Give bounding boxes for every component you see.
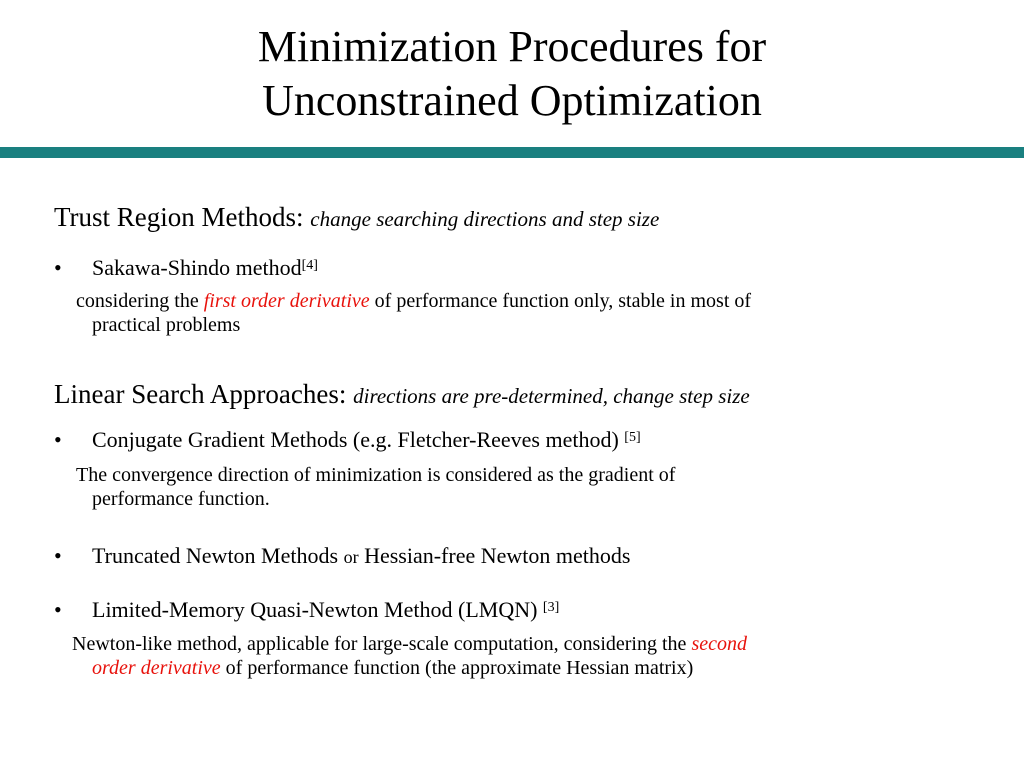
section-heading: Trust Region Methods: [54,202,304,232]
reference-marker: [4] [301,258,318,273]
section-note: directions are pre-determined, change step size [353,384,750,408]
bullet-glyph: • [54,597,62,622]
section-linear-search [54,378,750,412]
bullet-description: considering the first order derivative of performance function only, stable in most of practical problems [76,290,752,336]
reference-marker: [3] [542,600,560,615]
emphasis-text: first order derivative [203,290,370,312]
bullet-text: Truncated Newton Methods or Hessian-free Newton methods [92,543,631,568]
emphasis-text: second [691,633,747,655]
bullet-glyph: • [54,255,62,280]
bullet-glyph: • [54,543,62,568]
emphasis-text: order derivative [92,657,221,679]
bullet-text: Sakawa-Shindo method[4] [92,255,318,280]
bullet-description: The convergence direction of minimization is considered as the gradient of performance function. [76,464,676,510]
slide-title-line-1: Minimization Procedures for [257,22,767,71]
section-heading: Linear Search Approaches: [54,379,347,409]
section-note: change searching directions and step size [310,207,660,231]
bullet-text: Conjugate Gradient Methods (e.g. Fletcher-Reeves method) [5] [92,427,641,452]
title-divider [0,147,1024,158]
bullet-description: Newton-like method, applicable for large-scale computation, considering the second order derivative of performance function (the approximate Hessian matrix) [72,633,747,679]
slide-title [0,20,1024,128]
bullet-glyph: • [54,427,62,452]
reference-marker: [5] [624,430,641,445]
bullet-text: Limited-Memory Quasi-Newton Method (LMQN) [3] [92,597,560,622]
slide-title-line-2: Unconstrained Optimization [262,76,762,125]
section-trust-region [54,201,659,235]
